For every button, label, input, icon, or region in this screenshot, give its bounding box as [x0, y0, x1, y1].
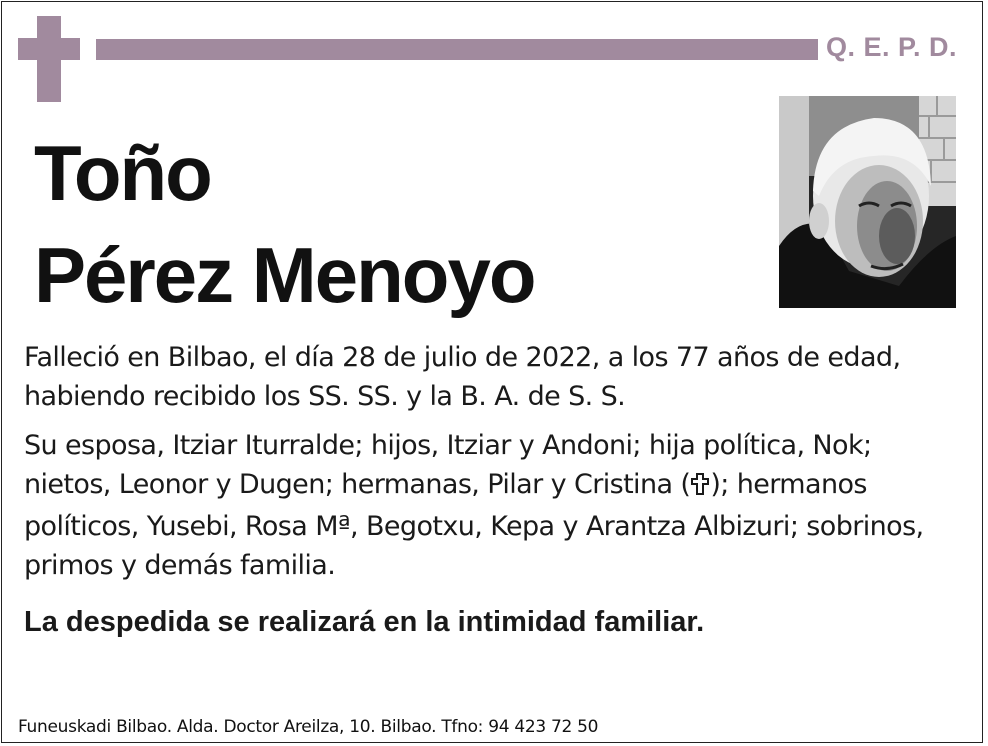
- deceased-cross-icon: [690, 468, 710, 507]
- deceased-last-name: Pérez Menoyo: [34, 231, 535, 319]
- family-text-part2: ); hermanos políticos, Yusebi, Rosa Mª, Begotxu, Kepa y Arantza Albizuri; sobrinos, primos y demás familia.: [24, 469, 924, 581]
- family-text-part1: Su esposa, Itziar Iturralde; hijos, Itziar y Andoni; hija política, Nok; nietos, Leonor y Dugen; hermanas, Pilar y Cristina (: [24, 430, 872, 500]
- portrait-photo: [779, 96, 956, 308]
- portrait-image: [779, 96, 956, 308]
- cross-icon-arm: [18, 38, 80, 60]
- qepd-label: Q. E. P. D.: [826, 32, 958, 62]
- deceased-first-name: Toño: [34, 129, 211, 217]
- farewell-paragraph: La despedida se realizará en la intimidad familiar.: [24, 606, 705, 638]
- header-bar: [96, 39, 818, 60]
- family-paragraph: [24, 426, 964, 585]
- death-notice-paragraph: Falleció en Bilbao, el día 28 de julio de 2022, a los 77 años de edad, habiendo recibido los SS. SS. y la B. A. de S. S.: [24, 342, 901, 412]
- funeral-home-footer: Funeuskadi Bilbao. Alda. Doctor Areilza, 10. Bilbao. Tfno: 94 423 72 50: [18, 717, 599, 737]
